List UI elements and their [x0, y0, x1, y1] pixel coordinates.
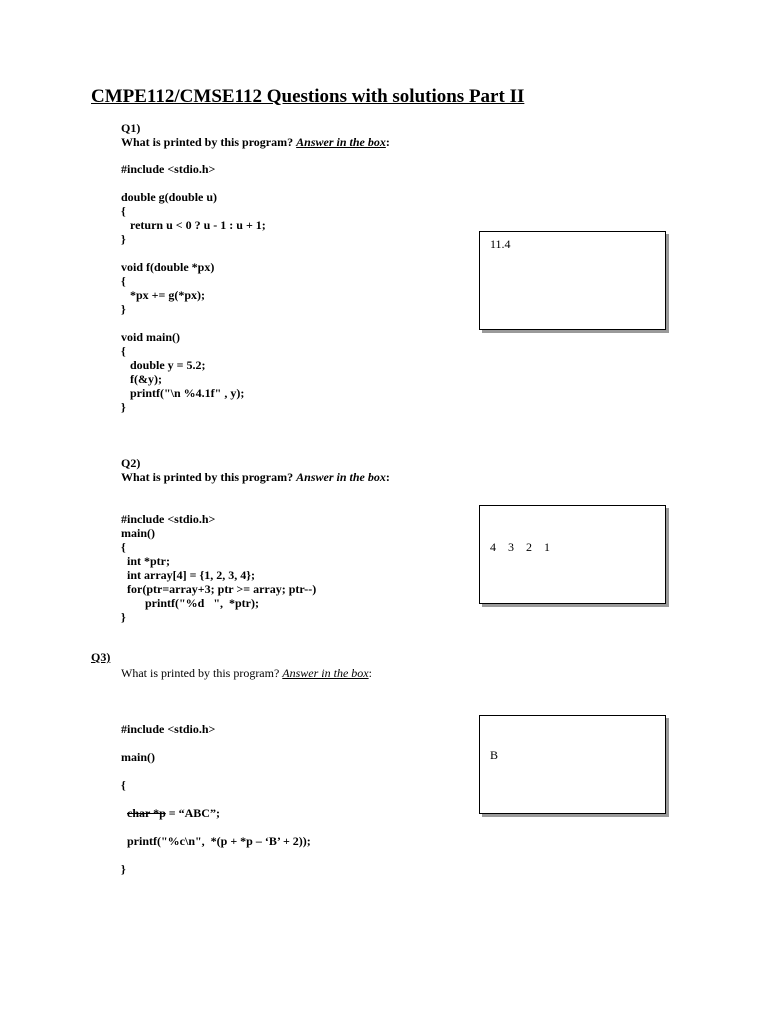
q1-code-line: double g(double u)	[121, 190, 218, 204]
q3-code-line: main()	[121, 750, 155, 764]
q3-prompt-emphasis: Answer in the box	[282, 666, 369, 680]
q1-prompt-emphasis: Answer in the box	[296, 135, 386, 149]
q1-code-line: {	[121, 274, 126, 288]
q1-answer: 11.4	[490, 237, 511, 251]
page-title: CMPE112/CMSE112 Questions with solutions Part II	[91, 86, 525, 107]
q1-prompt-text: What is printed by this program?	[121, 135, 297, 149]
q1-code-line: void f(double *px)	[121, 260, 215, 274]
q2-prompt	[121, 470, 390, 484]
q2-answer: 4 3 2 1	[490, 540, 550, 554]
q3-code-line: {	[121, 778, 126, 792]
q2-prompt-colon: :	[385, 470, 390, 484]
q3-prompt-colon: :	[368, 666, 372, 680]
q3-code-rest: = “ABC”;	[165, 806, 220, 820]
q1-code-line: return u < 0 ? u - 1 : u + 1;	[121, 218, 266, 232]
q2-code-line: int array[4] = {1, 2, 3, 4};	[121, 568, 255, 582]
q1-code-line: #include <stdio.h>	[121, 162, 216, 176]
q1-code-line: }	[121, 400, 126, 414]
q1-code-line: {	[121, 204, 126, 218]
q3-code-line: }	[121, 862, 126, 876]
q2-prompt-text: What is printed by this program?	[121, 470, 297, 484]
q1-code	[121, 162, 266, 414]
q2-code-line: printf("%d ", *ptr);	[121, 596, 259, 610]
q3-prompt-text: What is printed by this program?	[121, 666, 283, 680]
q2-code-line: main()	[121, 526, 155, 540]
q3-label: Q3)	[91, 650, 111, 664]
q2-answer-box	[479, 505, 666, 604]
q3-prompt	[121, 666, 372, 680]
q2-prompt-emphasis: Answer in the box	[296, 470, 386, 484]
q2-code-line: #include <stdio.h>	[121, 512, 216, 526]
q1-label: Q1)	[121, 121, 141, 135]
q1-code-line: *px += g(*px);	[121, 288, 206, 302]
q1-code-line	[121, 316, 266, 330]
q3-answer-box	[479, 715, 666, 814]
q1-code-line: f(&y);	[121, 372, 162, 386]
q1-answer-box	[479, 231, 666, 330]
q3-code-line: #include <stdio.h>	[121, 722, 216, 736]
q3-code	[121, 708, 311, 890]
q2-label: Q2)	[121, 456, 141, 470]
q1-code-line	[121, 176, 266, 190]
q2-code	[121, 512, 316, 624]
q1-code-line: double y = 5.2;	[121, 358, 206, 372]
q1-prompt-colon: :	[385, 135, 390, 149]
q2-code-line: for(ptr=array+3; ptr >= array; ptr--)	[121, 582, 317, 596]
q1-code-line: {	[121, 344, 126, 358]
q3-code-line	[121, 806, 311, 820]
q2-code-line: int *ptr;	[121, 554, 170, 568]
q1-code-line: void main()	[121, 330, 181, 344]
q3-code-line: printf("%c\n", *(p + *p – ‘B’ + 2));	[121, 834, 311, 848]
q1-prompt	[121, 135, 390, 149]
q3-code-struck: char *p	[127, 806, 166, 820]
q1-code-line: }	[121, 232, 126, 246]
q2-code-line: {	[121, 540, 126, 554]
q1-code-line: }	[121, 302, 126, 316]
q1-code-line: printf("\n %4.1f" , y);	[121, 386, 245, 400]
q1-code-line	[121, 246, 266, 260]
q3-answer: B	[490, 748, 499, 762]
q2-code-line: }	[121, 610, 126, 624]
